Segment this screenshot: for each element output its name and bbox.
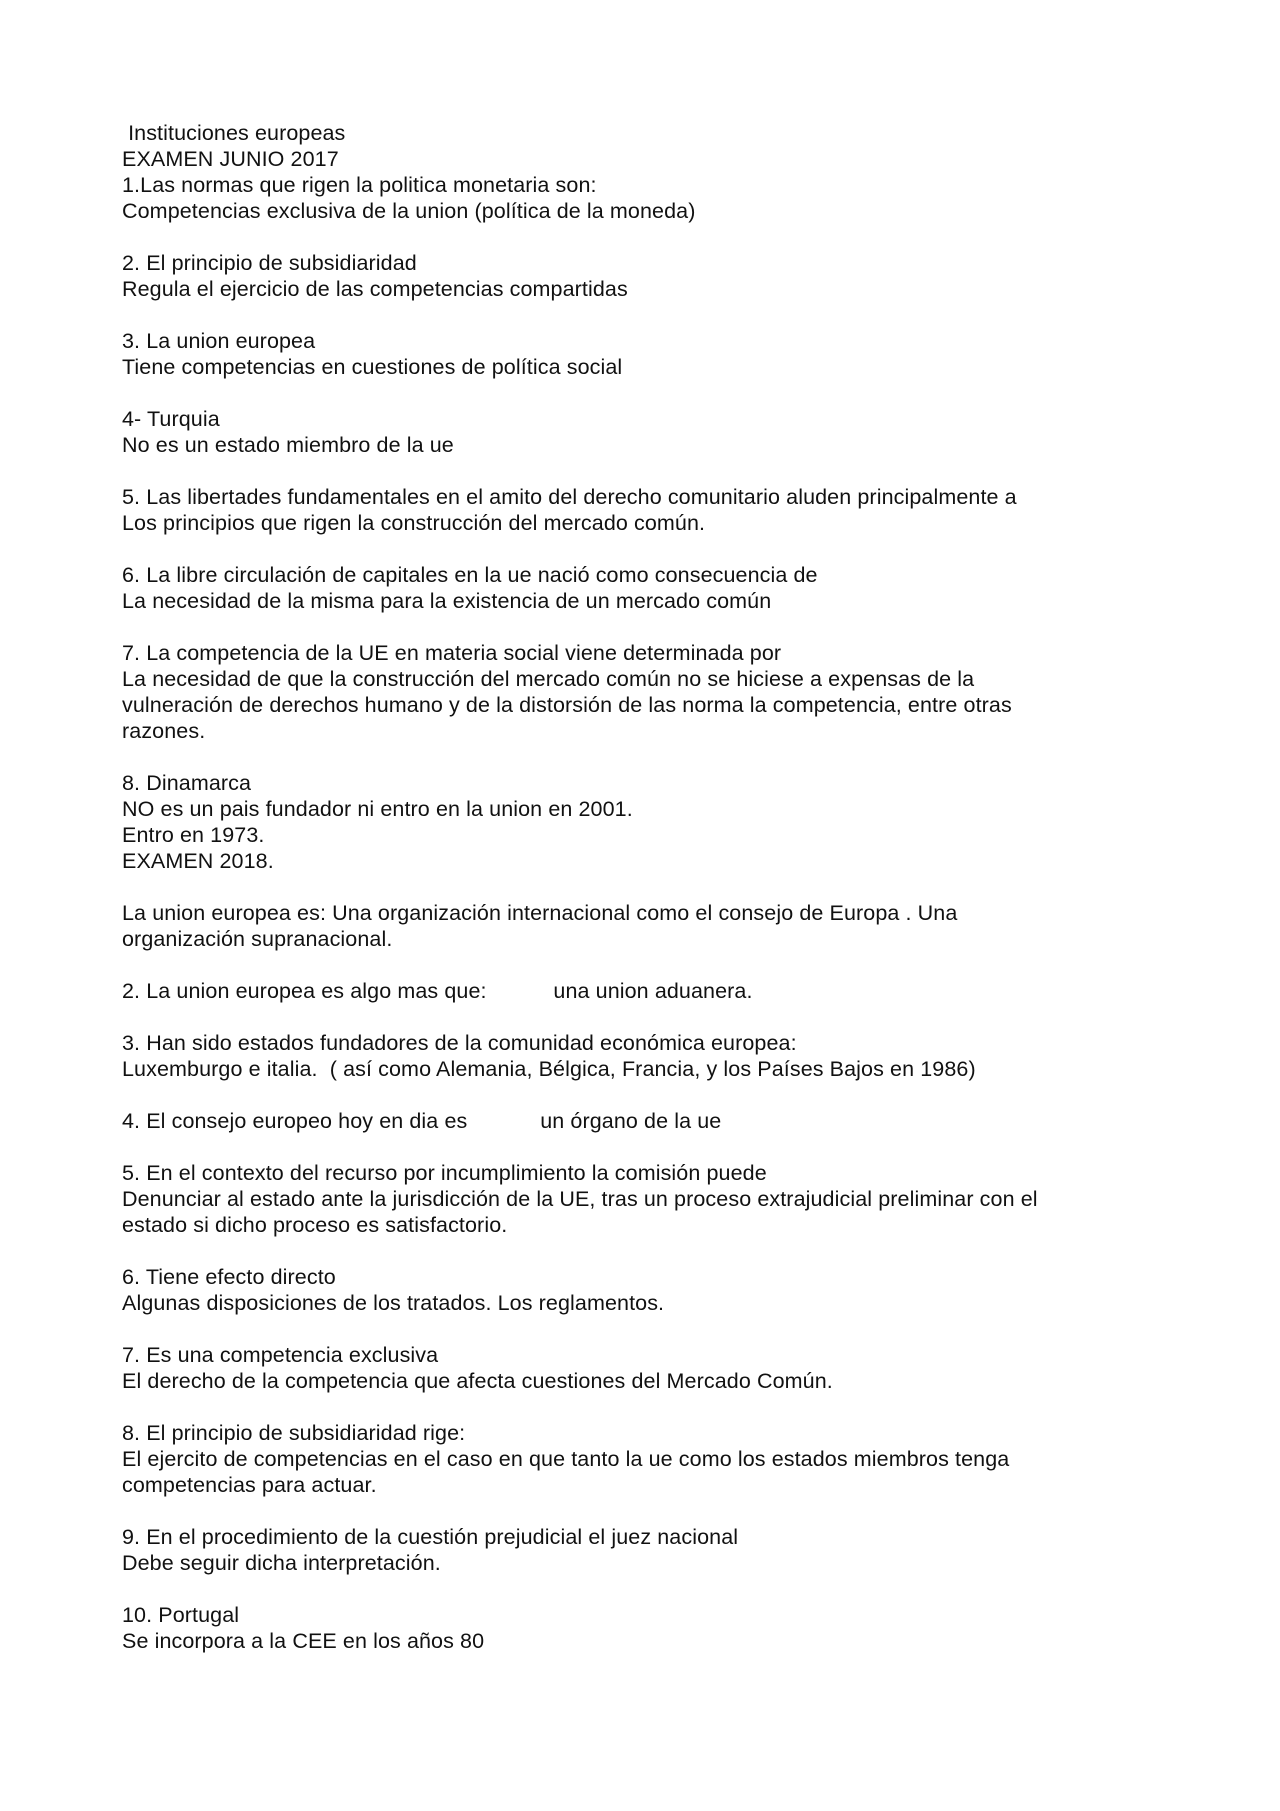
text-line: competencias para actuar. bbox=[122, 1473, 377, 1497]
text-line: 4- Turquia bbox=[122, 407, 220, 431]
text-line: 6. Tiene efecto directo bbox=[122, 1265, 336, 1289]
text-line: 3. Han sido estados fundadores de la comunidad económica europea: bbox=[122, 1031, 797, 1055]
blank-line bbox=[122, 536, 1202, 562]
text-line: La necesidad de la misma para la existencia de un mercado común bbox=[122, 589, 772, 613]
text-line: Se incorpora a la CEE en los años 80 bbox=[122, 1629, 485, 1653]
text-line: vulneración de derechos humano y de la distorsión de las norma la competencia, entre otras bbox=[122, 693, 1012, 717]
blank-line bbox=[122, 1082, 1202, 1108]
text-line: Tiene competencias en cuestiones de política social bbox=[122, 355, 623, 379]
text-line: Regula el ejercicio de las competencias compartidas bbox=[122, 277, 628, 301]
document-text bbox=[122, 120, 1202, 1654]
blank-line bbox=[122, 1004, 1202, 1030]
text-line: No es un estado miembro de la ue bbox=[122, 433, 454, 457]
text-line: Los principios que rigen la construcción del mercado común. bbox=[122, 511, 706, 535]
text-line: organización supranacional. bbox=[122, 927, 393, 951]
text-line: 5. En el contexto del recurso por incumplimiento la comisión puede bbox=[122, 1161, 767, 1185]
blank-line bbox=[122, 380, 1202, 406]
blank-line bbox=[122, 1394, 1202, 1420]
text-line: 3. La union europea bbox=[122, 329, 316, 353]
text-line: La union europea es: Una organización internacional como el consejo de Europa . Una bbox=[122, 901, 958, 925]
text-line: 6. La libre circulación de capitales en la ue nació como consecuencia de bbox=[122, 563, 818, 587]
text-line: Algunas disposiciones de los tratados. Los reglamentos. bbox=[122, 1291, 665, 1315]
text-line: 7. La competencia de la UE en materia social viene determinada por bbox=[122, 641, 782, 665]
text-line: EXAMEN 2018. bbox=[122, 849, 274, 873]
blank-line bbox=[122, 1576, 1202, 1602]
text-line: El ejercito de competencias en el caso en que tanto la ue como los estados miembros tenga bbox=[122, 1447, 1010, 1471]
blank-line bbox=[122, 614, 1202, 640]
text-line: 2. La union europea es algo mas que: una union aduanera. bbox=[122, 979, 753, 1003]
text-line: Competencias exclusiva de la union (política de la moneda) bbox=[122, 199, 696, 223]
text-line: 8. Dinamarca bbox=[122, 771, 252, 795]
text-line: 4. El consejo europeo hoy en dia es un órgano de la ue bbox=[122, 1109, 722, 1133]
text-line: 1.Las normas que rigen la politica monetaria son: bbox=[122, 173, 597, 197]
text-line: Denunciar al estado ante la jurisdicción de la UE, tras un proceso extrajudicial preliminar con el bbox=[122, 1187, 1038, 1211]
text-line: razones. bbox=[122, 719, 206, 743]
text-line: 5. Las libertades fundamentales en el amito del derecho comunitario aluden principalmente a bbox=[122, 485, 1017, 509]
text-line: Instituciones europeas bbox=[122, 121, 346, 145]
text-line: EXAMEN JUNIO 2017 bbox=[122, 147, 339, 171]
text-line: 9. En el procedimiento de la cuestión prejudicial el juez nacional bbox=[122, 1525, 739, 1549]
text-line: 2. El principio de subsidiaridad bbox=[122, 251, 417, 275]
text-line: 7. Es una competencia exclusiva bbox=[122, 1343, 439, 1367]
blank-line bbox=[122, 302, 1202, 328]
blank-line bbox=[122, 1498, 1202, 1524]
text-line: La necesidad de que la construcción del mercado común no se hiciese a expensas de la bbox=[122, 667, 975, 691]
text-line: El derecho de la competencia que afecta cuestiones del Mercado Común. bbox=[122, 1369, 833, 1393]
text-line: Luxemburgo e italia. ( así como Alemania, Bélgica, Francia, y los Países Bajos en 1986) bbox=[122, 1057, 976, 1081]
blank-line bbox=[122, 744, 1202, 770]
text-line: 10. Portugal bbox=[122, 1603, 240, 1627]
blank-line bbox=[122, 1316, 1202, 1342]
text-line: Entro en 1973. bbox=[122, 823, 265, 847]
blank-line bbox=[122, 458, 1202, 484]
blank-line bbox=[122, 874, 1202, 900]
blank-line bbox=[122, 1134, 1202, 1160]
text-line: Debe seguir dicha interpretación. bbox=[122, 1551, 441, 1575]
blank-line bbox=[122, 224, 1202, 250]
blank-line bbox=[122, 952, 1202, 978]
text-line: 8. El principio de subsidiaridad rige: bbox=[122, 1421, 466, 1445]
text-line: estado si dicho proceso es satisfactorio. bbox=[122, 1213, 508, 1237]
blank-line bbox=[122, 1238, 1202, 1264]
text-line: NO es un pais fundador ni entro en la union en 2001. bbox=[122, 797, 633, 821]
